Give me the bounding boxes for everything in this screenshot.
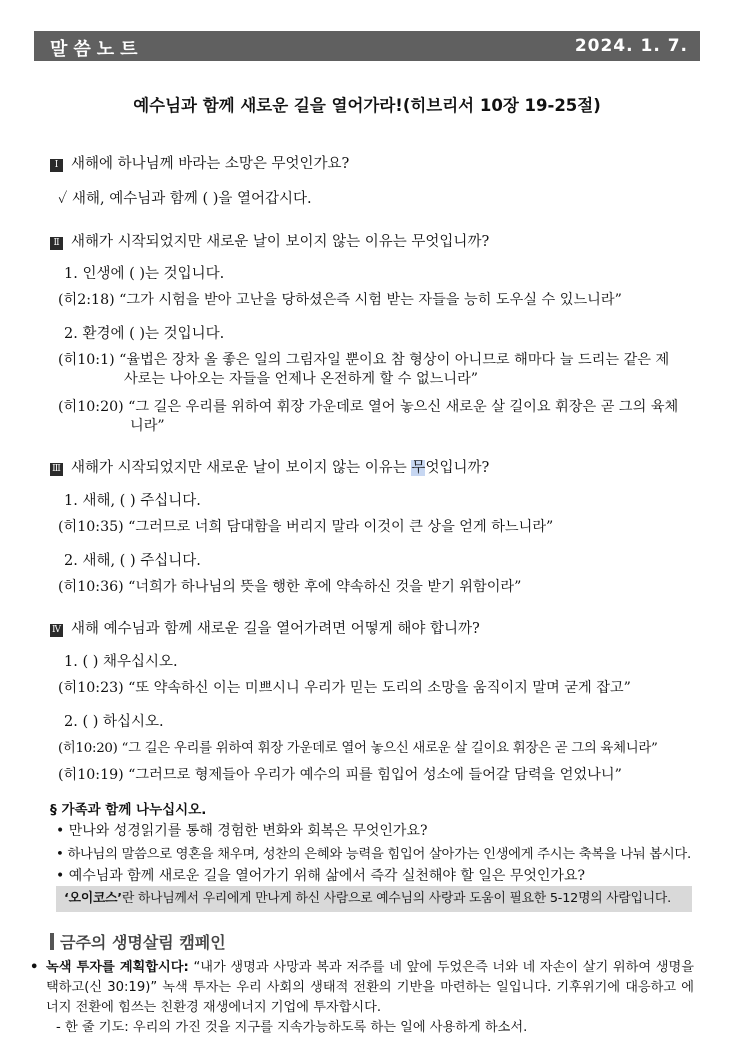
campaign-prayer: - 한 줄 기도: 우리의 가진 것을 지구를 지속가능하도록 하는 일에 사용하게 하소서.	[56, 1020, 528, 1035]
section-4-line-1: 1. ( ) 채우십시오.	[64, 654, 178, 670]
section-number-badge: Ⅱ	[50, 237, 63, 250]
section-2-line-4: (히10:1) “율법은 장차 올 좋은 일의 그림자일 뿐이요 참 형상이 아니므로 해마다 늘 드리는 같은 제	[58, 352, 670, 368]
campaign-headline: 녹색 투자를 계획합시다:	[46, 960, 189, 975]
section-4-line-5: (히10:19) “그러므로 형제들아 우리가 예수의 피를 힘입어 성소에 들어갈 담력을 얻었나니”	[58, 767, 622, 783]
text-highlight: 무	[411, 460, 426, 476]
section-2-line-5: 사로는 나아오는 자들을 언제나 온전하게 할 수 없느니라”	[124, 371, 479, 387]
campaign-body	[30, 958, 694, 1038]
header-date: 2024. 1. 7.	[574, 36, 688, 56]
section-3-line-2: (히10:35) “그러므로 너희 담대함을 버리지 말라 이것이 큰 상을 얻게 하느니라”	[58, 519, 554, 535]
section-2-line-6: (히10:20) “그 길은 우리를 위하여 휘장 가운데로 열어 놓으신 새로운 살 길이요 휘장은 곧 그의 육체	[58, 399, 679, 415]
section-4-line-3: 2. ( ) 하십시오.	[64, 714, 164, 730]
section-4-line-4: (히10:20) “그 길은 우리를 위하여 휘장 가운데로 열어 놓으신 새로운 살 길이요 휘장은 곧 그의 육체니라”	[58, 741, 658, 756]
header-bar	[34, 31, 700, 61]
family-bullet-2: • 하나님의 말씀으로 영혼을 채우며, 성찬의 은혜와 능력을 힘입어 살아가는 인생에게 주시는 축복을 나눠 봅시다.	[56, 847, 691, 862]
section-3-line-3: 2. 새해, ( ) 주십니다.	[64, 553, 201, 569]
sermon-title: 예수님과 함께 새로운 길을 열어가라!(히브리서 10장 19-25절)	[133, 96, 601, 115]
section-3-question: Ⅲ 새해가 시작되었지만 새로운 날이 보이지 않는 이유는 무엇입니까?	[50, 456, 489, 477]
section-number-badge: Ⅳ	[52, 625, 61, 635]
section-1-line-1: ✓ 새해, 예수님과 함께 ( )을 열어갑시다.	[58, 191, 312, 207]
family-bullet-1: • 만나와 성경읽기를 통해 경험한 변화와 회복은 무엇인가요?	[56, 823, 428, 839]
section-2-line-2: (히2:18) “그가 시험을 받아 고난을 당하셨은즉 시험 받는 자들을 능히 도우실 수 있느니라”	[58, 292, 622, 308]
title-bar-icon	[50, 933, 54, 950]
section-2-line-1: 1. 인생에 ( )는 것입니다.	[64, 266, 225, 282]
section-3-line-4: (히10:36) “너희가 하나님의 뜻을 행한 후에 약속하신 것을 받기 위함이라”	[58, 579, 522, 595]
oikos-term: ‘오이코스’	[64, 891, 122, 906]
campaign-title: 금주의 생명살림 캠페인	[50, 930, 226, 953]
header-label: 말씀노트	[50, 39, 144, 60]
section-1-question: Ⅰ 새해에 하나님께 바라는 소망은 무엇인가요?	[50, 152, 349, 173]
section-2-line-7: 니라”	[130, 418, 165, 434]
section-number-badge: Ⅲ	[50, 463, 63, 476]
family-sharing-title: § 가족과 함께 나누십시오.	[50, 802, 207, 818]
oikos-note: ‘오이코스’란 하나님께서 우리에게 만나게 하신 사람으로 예수님의 사랑과 도움이 필요한 5-12명의 사람입니다.	[56, 886, 692, 912]
section-4-line-2: (히10:23) “또 약속하신 이는 미쁘시니 우리가 믿는 도리의 소망을 움직이지 말며 굳게 잡고”	[58, 680, 631, 696]
section-4-question: Ⅳ 새해 예수님과 함께 새로운 길을 열어가려면 어떻게 해야 합니까?	[52, 621, 480, 637]
section-2-question: Ⅱ 새해가 시작되었지만 새로운 날이 보이지 않는 이유는 무엇입니까?	[50, 230, 489, 251]
section-number-badge: Ⅰ	[50, 159, 63, 172]
family-bullet-3: • 예수님과 함께 새로운 길을 열어가기 위해 삶에서 즉각 실천해야 할 일은 무엇인가요?	[56, 868, 585, 884]
campaign-paragraph: 녹색 투자를 계획합시다: “내가 생명과 사망과 복과 저주를 네 앞에 두었은즉 너와 네 자손이 살기 위하여 생명을 택하고(신 30:19)” 녹색 투자는 우리 사회의 생태적 전환의 기반을 마련하는 일입니다. 기후위기에 대응하고 에너지 전환에 힘쓰는 친환경 재생에너지 기업에 투자합시다.	[46, 960, 694, 1015]
section-2-line-3: 2. 환경에 ( )는 것입니다.	[64, 326, 225, 342]
bullet-icon: •	[30, 960, 39, 975]
section-3-line-1: 1. 새해, ( ) 주십니다.	[64, 493, 201, 509]
